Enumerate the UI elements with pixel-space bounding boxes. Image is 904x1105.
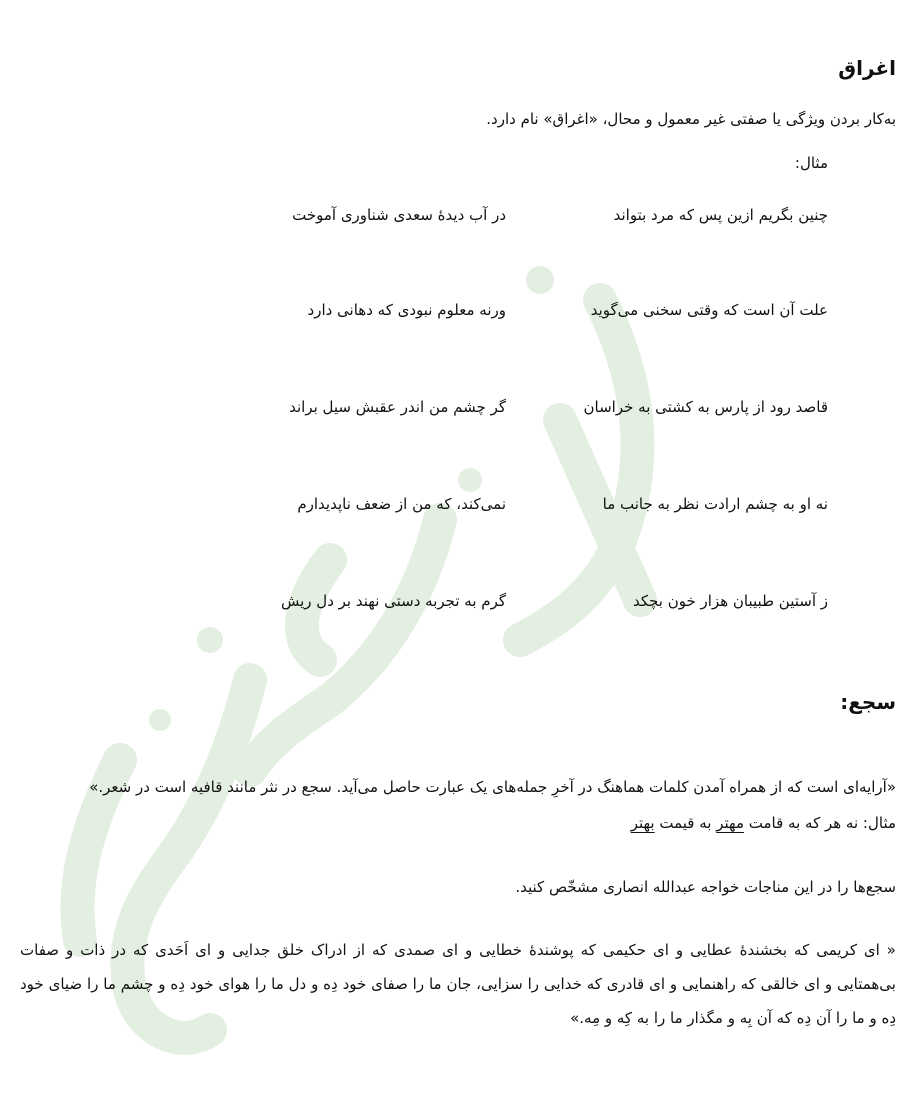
verse <box>228 495 828 525</box>
saj-example-middle: به قیمت <box>654 814 717 832</box>
watermark-stroke <box>250 520 440 770</box>
verse-first-hemistich: علت آن است که وقتی سخنی می‌گوید <box>590 301 828 319</box>
verse-first-hemistich: قاصد رود از پارس به کشتی به خراسان <box>583 398 828 416</box>
saj-example-word: بهتر <box>630 814 655 832</box>
saj-example <box>631 808 896 838</box>
section-title-saj: سجع: <box>840 690 896 714</box>
verse <box>228 301 828 331</box>
watermark-dot <box>526 266 554 294</box>
exaggeration-definition: به‌کار بردن ویژگی یا صفتی غیر معمول و محال، «اغراق» نام دارد. <box>486 110 896 128</box>
saj-example-prefix: مثال: نه هر که به قامت <box>744 814 896 832</box>
verse-first-hemistich: ز آستین طبیبان هزار خون بچکد <box>632 592 828 610</box>
verse-second-hemistich: نمی‌کند، که من از ضعف ناپدیدارم <box>297 495 506 513</box>
verse-second-hemistich: گر چشم من اندر عقبش سیل براند <box>289 398 506 416</box>
saj-prayer: « ای کریمی که بخشندهٔ عطایی و ای حکیمی که پوشندهٔ خطایی و ای صمدی که از ادراک خلق جدایی و ای اَحَدی که در ذات و صفات بی‌همتایی و ای خالقی که راهنمایی و ای قادری که خدایی را سزایی، جان ما را صفای خود دِه و دل ما را هوای خود دِه و چشم ما را ضیای خود دِه و ما را آن دِه که آن بِه و مگذار ما را به کِه و مِه.» <box>20 941 896 1027</box>
verse <box>228 592 828 622</box>
example-label: مثال: <box>794 154 828 172</box>
verse <box>228 206 828 236</box>
saj-example-word: مهتر <box>716 814 744 832</box>
saj-instruction: سجع‌ها را در این مناجات خواجه عبدالله انصاری مشخّص کنید. <box>515 878 896 896</box>
watermark-stroke <box>520 300 637 640</box>
verse <box>228 398 828 428</box>
verse-first-hemistich: نه او به چشم ارادت نظر به جانب ما <box>602 495 828 513</box>
verse-second-hemistich: ورنه معلوم نبودی که دهانی دارد <box>307 301 506 319</box>
watermark-dot <box>149 709 171 731</box>
verse-first-hemistich: چنین بگریم ازین پس که مرد بتواند <box>613 206 828 224</box>
saj-definition: «آرایه‌ای است که از همراه آمدن کلمات هماهنگ در آخرِ جمله‌های یک عبارت حاصل می‌آید. سجع در نثر مانند قافیه است در شعر.» <box>89 778 896 796</box>
verse-second-hemistich: در آب دیدهٔ سعدی شناوری آموخت <box>292 206 506 224</box>
watermark-dot <box>458 468 482 492</box>
section-title-exaggeration: اغراق <box>838 56 896 80</box>
watermark-dot <box>197 627 223 653</box>
verse-second-hemistich: گرم به تجربه دستی نهند بر دل ریش <box>281 592 506 610</box>
